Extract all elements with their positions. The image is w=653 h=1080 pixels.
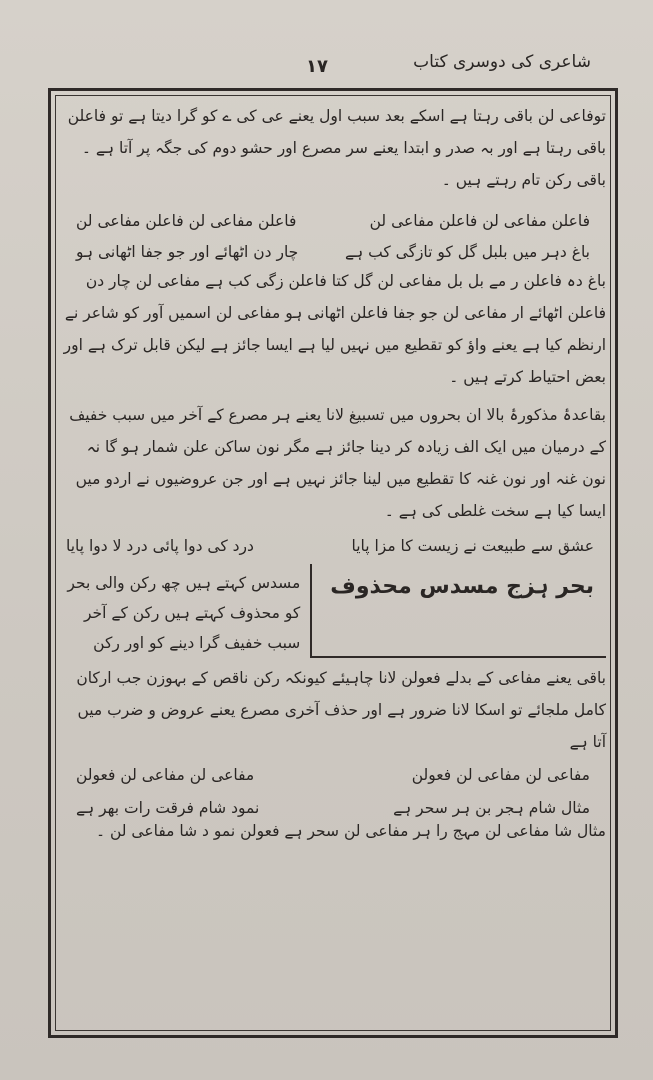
verse-3-right: مثال شام ہجر بن ہر سحر ہے [393,799,590,817]
running-title: شاعری کی دوسری کتاب [413,52,591,72]
verse-1-left: چار دن اٹھائے اور جو جفا اٹھانی ہو [76,243,299,262]
verse-1 [76,241,590,264]
verse-3-left: نمود شام فرقت رات بھر ہے [76,799,260,817]
section-description: مسدس کہتے ہیں چھ رکن والی بحر کو محذوف کہتے ہیں رکن کے آخر سبب خفیف گرا دینے کو اور رکن [67,573,301,652]
paragraph-5: مثال شا مفاعی لن مہج را ہر مفاعی لن سحر ہے فعولن نمو د شا مفاعی لن ۔ [95,822,606,841]
scansion-2-left: مفاعی لن مفاعی لن فعولن [76,765,255,784]
scansion-line-2 [76,764,590,787]
verse-2 [66,535,594,558]
scansion-left: فاعلن مفاعی لن فاعلن مفاعی لن [76,212,297,230]
verse-3 [76,797,590,820]
section-title: بحر ہزج مسدس محذوف [310,564,606,658]
page-content [60,100,606,1025]
paragraph-4: باقی یعنے مفاعی کے بدلے فعولن لانا چاہیئے کیونکہ رکن ناقص کے بہوزن جب ارکان کامل ملجائے تو اسکا لانا ضرور ہے اور حذف آخری مصرع یعنے عروض و ضرب میں آتا ہے [76,668,606,751]
page-number: ۱۷ [306,56,328,77]
scansion-line-1 [76,210,590,233]
verse-2-right: عشق سے طبیعت نے زیست کا مزا پایا [351,536,594,555]
section-heading-box [60,564,606,658]
scansion-2-right: مفاعی لن مفاعی لن فعولن [411,765,590,784]
paragraph-3: بقاعدۂ مذکورۂ بالا ان بحروں میں تسبیغ لانا یعنے ہر مصرع کے آخر میں سبب خفیف کے درمیان میں ایک الف زیادہ کر دینا جائز ہے مگر نون ساکن علن شمار ہو گا نہ نون غنہ اور نون غنہ کا تقطیع میں لینا جائز نہیں ہے اور جن عروضیوں نے اردو میں ایسا کیا ہے سخت غلطی کی ہے ۔ [69,405,606,520]
verse-2-left: درد کی دوا پائی درد لا دوا پایا [66,536,254,555]
scansion-right: فاعلن مفاعی لن فاعلن مفاعی لن [369,212,590,230]
paragraph-1: توفاعی لن باقی رہتا ہے اسکے بعد سبب اول یعنے عی کی ے کو گرا دیتا ہے تو فاعلن باقی رہتا ہے اور بہ صدر و ابتدا یعنے سر مصرع اور حشو دوم کی جگہ پر آتا ہے ۔ باقی رکن تام رہتے ہیں ۔ [67,107,606,189]
verse-1-right: باغ دہر میں بلبل گل کو تازگی کب ہے [345,243,590,262]
paragraph-2: باغ دہ فاعلن ر مے بل بل مفاعی لن گل کتا فاعلن زگی کب ہے مفاعی لن چار دن فاعلن اٹھائے ار مفاعی لن جو جفا فاعلن اٹھانی ہو مفاعی لن اسمیں آور کو شاعر نے ارنظم کیا ہے یعنے واؤ کو تقطیع میں نہیں لیا ہے ایسا جائز ہے لیکن قابل ترک ہے اور بعض احتیاط کرتے ہیں ۔ [63,271,606,386]
